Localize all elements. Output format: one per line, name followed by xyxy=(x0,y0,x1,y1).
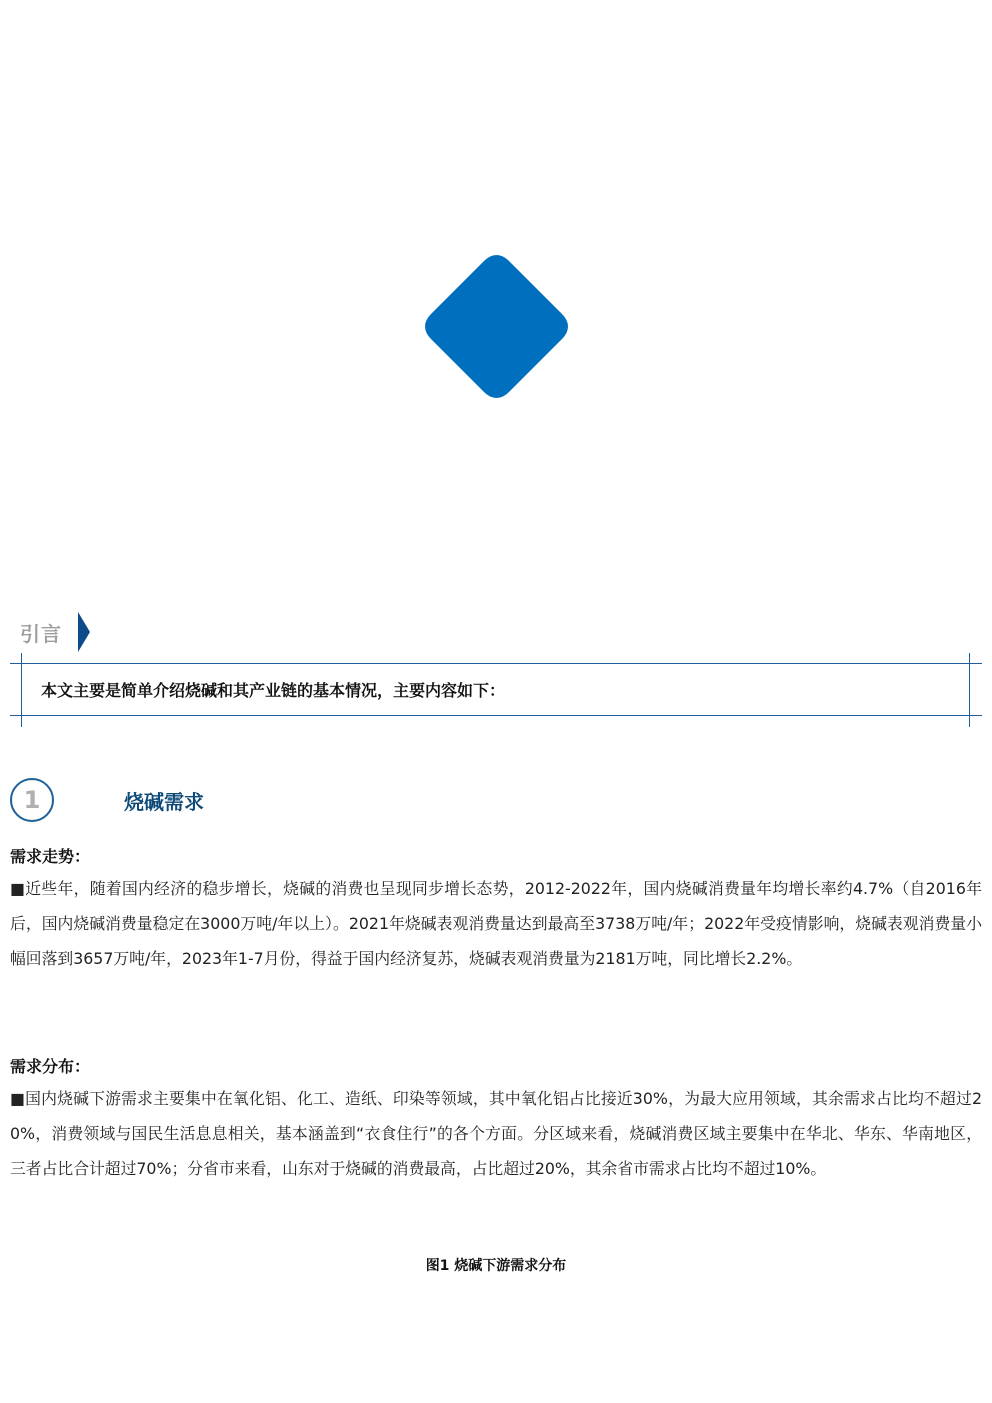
trend-paragraph: ■近些年，随着国内经济的稳步增长，烧碱的消费也呈现同步增长态势，2012-2022年，国内烧碱消费量年均增长率约4.7%（自2016年后，国内烧碱消费量稳定在3000万吨/年以上）。2021年烧碱表观消费量达到最高至3738万吨/年；2022年受疫情影响，烧碱表观消费量小幅回落到3657万吨/年，2023年1-7月份，得益于国内经济复苏，烧碱表观消费量为2181万吨，同比增长2.2%。 xyxy=(10,879,982,968)
intro-header xyxy=(20,612,90,652)
intro-summary: 本文主要是简单介绍烧碱和其产业链的基本情况，主要内容如下： xyxy=(41,681,506,700)
chevron-right-icon xyxy=(78,612,90,652)
distribution-paragraph: ■国内烧碱下游需求主要集中在氧化铝、化工、造纸、印染等领域，其中氧化铝占比接近30%，为最大应用领域，其余需求占比均不超过20%，消费领域与国民生活息息相关，基本涵盖到“衣食住行”的各个方面。分区域来看，烧碱消费区域主要集中在华北、华东、华南地区，三者占比合计超过70%；分省市来看，山东对于烧碱的消费最高，占比超过20%，其余省市需求占比均不超过10%。 xyxy=(10,1089,982,1178)
section-header xyxy=(10,776,204,824)
intro-title: 引言 xyxy=(20,621,62,646)
logo-diamond xyxy=(425,255,568,398)
trend-heading: 需求走势： xyxy=(10,847,91,866)
summary-box xyxy=(10,653,982,727)
section-number: 1 xyxy=(10,778,54,822)
figure-caption: 图1 烧碱下游需求分布 xyxy=(425,1258,567,1274)
distribution-heading: 需求分布： xyxy=(10,1057,91,1076)
section-title: 烧碱需求 xyxy=(124,789,204,814)
